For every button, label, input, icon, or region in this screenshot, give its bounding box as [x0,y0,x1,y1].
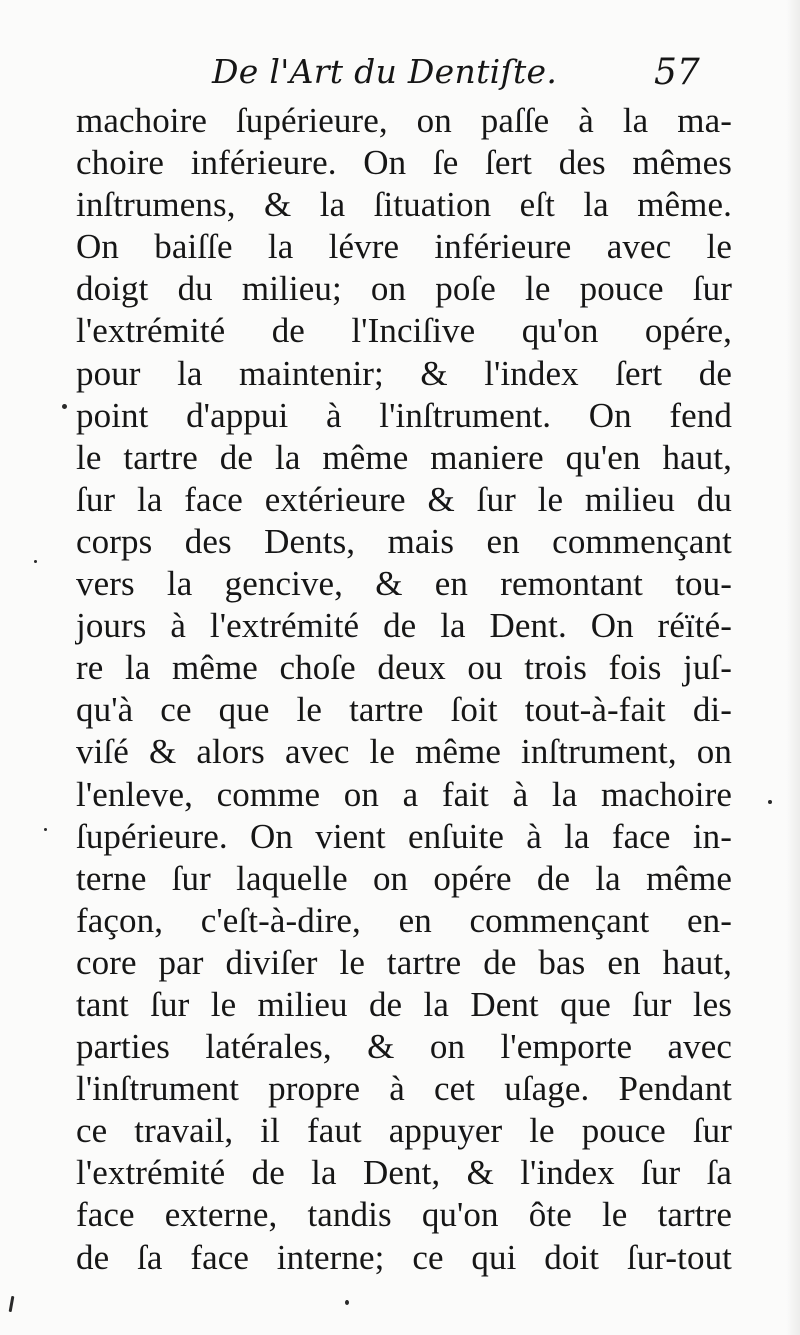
text-line: ce travail, il faut appuyer le pouce ſur [76,1111,732,1151]
page-edge-shadow [786,0,800,1335]
text-line: vers la gencive, & en remontant tou- [76,564,732,604]
ink-speck [768,800,772,804]
text-line: re la même choſe deux ou trois fois juſ- [76,648,732,688]
text-line: parties latérales, & on l'emporte avec [76,1027,732,1067]
ink-speck [44,828,47,831]
text-line: pour la maintenir; & l'index ſert de [76,353,732,393]
text-line: doigt du milieu; on poſe le pouce ſur [76,269,732,309]
text-line: face externe, tandis qu'on ôte le tartre [76,1195,732,1235]
text-line: ſupérieure. On vient enſuite à la face in- [76,816,732,856]
body-text [76,100,732,1279]
running-head [0,52,800,100]
text-line: tant ſur le milieu de la Dent que ſur les [76,984,732,1024]
text-line: machoire ſupérieure, on paſſe à la ma- [76,101,732,140]
text-line: inſtrumens, & la ſituation eſt la même. [76,185,732,225]
text-line: On baiſſe la lévre inférieure avec le [76,227,732,267]
running-title: De l'Art du Dentiſte. [212,52,558,91]
text-line: l'extrémité de la Dent, & l'index ſur ſa [76,1153,732,1193]
text-line: jours à l'extrémité de la Dent. On réïté- [76,606,732,646]
page-number: 57 [654,52,700,93]
text-line: terne ſur laquelle on opére de la même [76,858,732,898]
text-line: viſé & alors avec le même inſtrument, on [76,732,732,772]
text-line: point d'appui à l'inſtrument. On fend [76,395,732,435]
text-line: l'extrémité de l'Inciſive qu'on opére, [76,311,732,351]
ink-speck [34,560,37,563]
ink-speck [345,1300,349,1305]
text-line: de ſa face interne; ce qui doit ſur-tout [76,1237,732,1277]
text-line: l'enleve, comme on a fait à la machoire [76,774,732,814]
ink-speck [9,1296,15,1312]
text-line: le tartre de la même maniere qu'en haut, [76,437,732,477]
text-line: ſur la face extérieure & ſur le milieu du [76,479,732,519]
text-line: l'inſtrument propre à cet uſage. Pendant [76,1069,732,1109]
text-line: core par diviſer le tartre de bas en haut, [76,942,732,982]
text-line: façon, c'eſt-à-dire, en commençant en- [76,900,732,940]
text-line: choire inférieure. On ſe ſert des mêmes [76,143,732,183]
text-line: qu'à ce que le tartre ſoit tout-à-fait di- [76,690,732,730]
ink-speck [62,404,67,409]
text-line: corps des Dents, mais en commençant [76,521,732,561]
